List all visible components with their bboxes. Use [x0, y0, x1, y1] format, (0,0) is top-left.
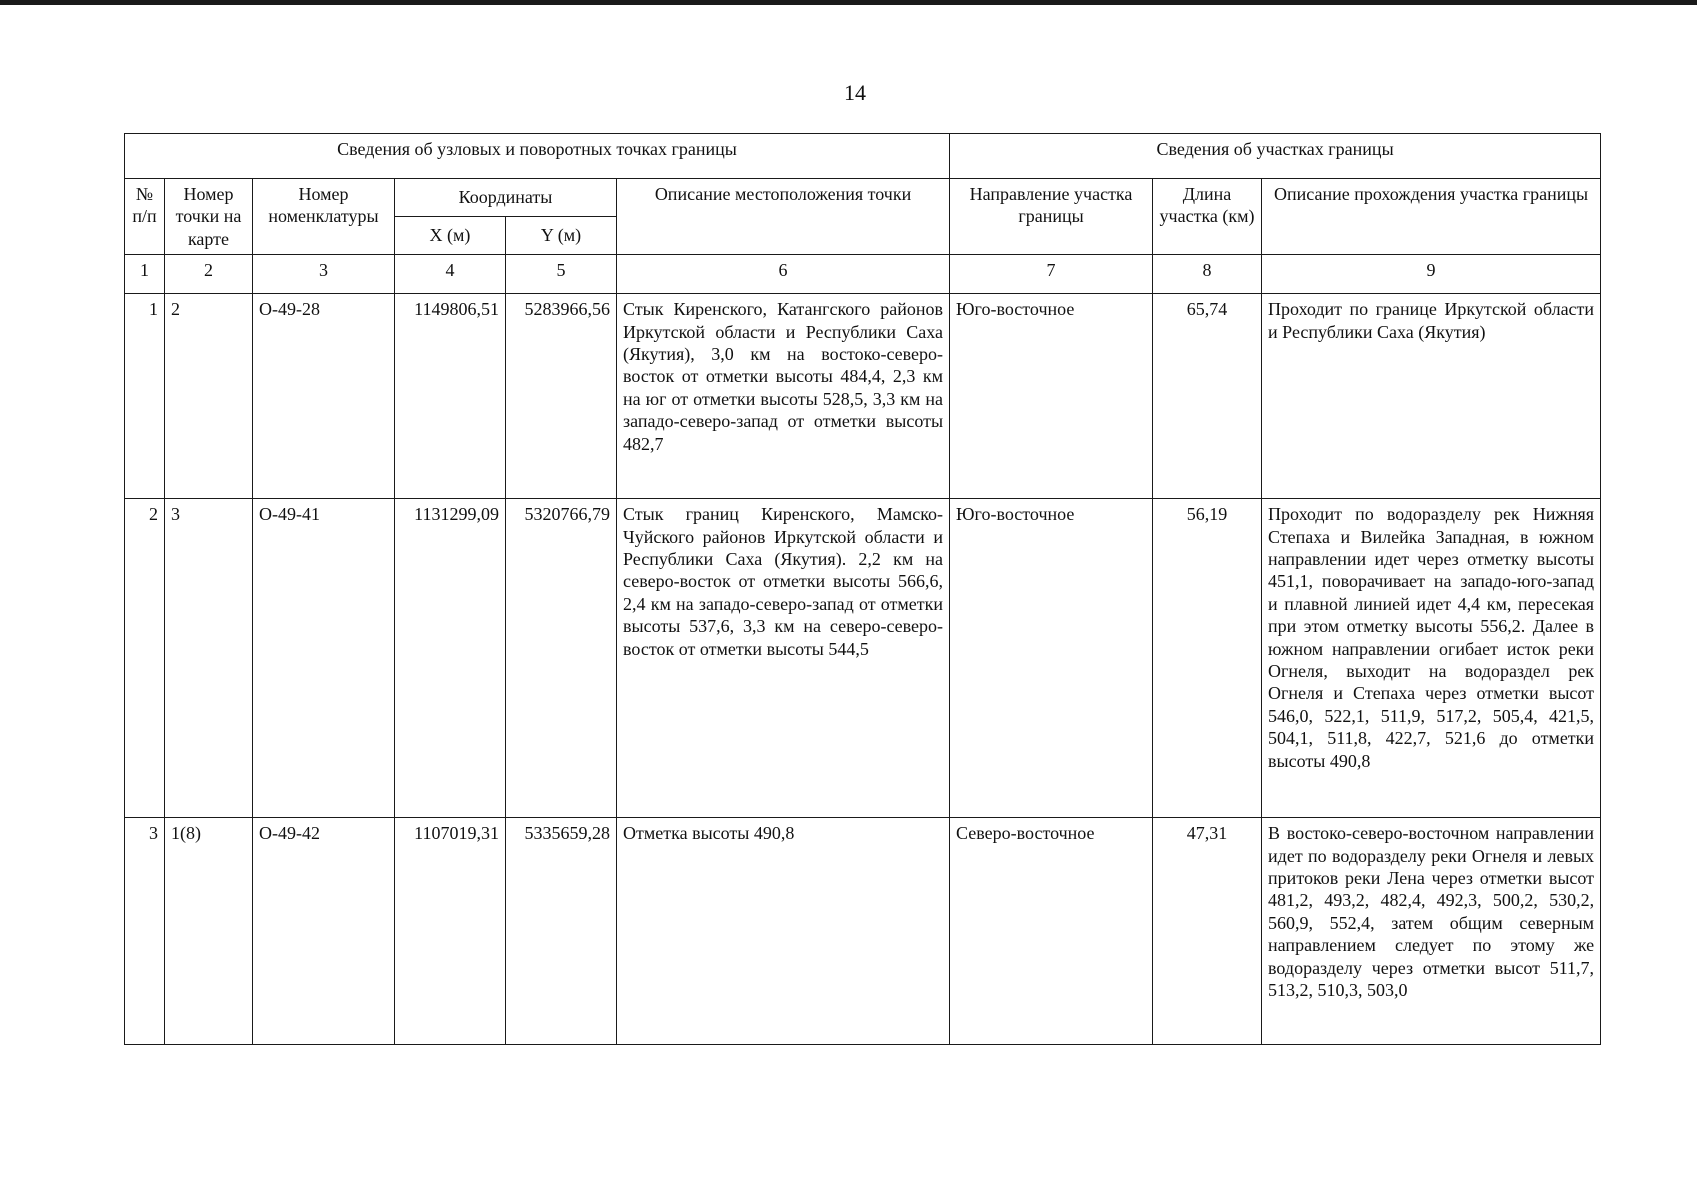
cell-length: 47,31	[1153, 818, 1262, 1045]
cell-length: 65,74	[1153, 294, 1262, 499]
cell-map-point: 2	[165, 294, 253, 499]
column-number: 9	[1262, 255, 1601, 294]
cell-no: 1	[125, 294, 165, 499]
header-col-point-desc: Описание местоположения точки	[617, 179, 950, 255]
table-row	[125, 294, 1601, 499]
cell-y: 5283966,56	[506, 294, 617, 499]
column-number: 1	[125, 255, 165, 294]
cell-no: 3	[125, 818, 165, 1045]
table-row	[125, 818, 1601, 1045]
cell-direction: Юго-восточное	[950, 499, 1153, 818]
cell-section-desc: Проходит по водоразделу рек Нижняя Степаха и Вилейка Западная, в южном направлении идет через отметку высоты 451,1, поворачивает на западо-юго-запад и плавной линией идет 4,4 км, пересекая при этом отметку высоты 556,2. Далее в южном направлении огибает исток реки Огнеля, выходит на водораздел рек Огнеля и Степаха через отметки высот 546,0, 522,1, 511,9, 517,2, 505,4, 421,5, 504,1, 511,8, 422,7, 521,6 до отметки высоты 490,8	[1262, 499, 1601, 818]
column-number: 5	[506, 255, 617, 294]
header-col-length: Длина участка (км)	[1153, 179, 1262, 255]
header-col-map-point: Номер точки на карте	[165, 179, 253, 255]
header-group-sections: Сведения об участках границы	[950, 134, 1601, 179]
cell-x: 1131299,09	[395, 499, 506, 818]
cell-nomenclature: О-49-42	[253, 818, 395, 1045]
header-col-no: № п/п	[125, 179, 165, 255]
cell-y: 5320766,79	[506, 499, 617, 818]
cell-x: 1149806,51	[395, 294, 506, 499]
cell-nomenclature: О-49-41	[253, 499, 395, 818]
header-col-nomenclature: Номер номенклатуры	[253, 179, 395, 255]
cell-no: 2	[125, 499, 165, 818]
header-group-points: Сведения об узловых и поворотных точках границы	[125, 134, 950, 179]
column-number: 6	[617, 255, 950, 294]
column-numbers-row	[125, 255, 1601, 294]
header-col-section-desc: Описание прохождения участка границы	[1262, 179, 1601, 255]
cell-map-point: 3	[165, 499, 253, 818]
cell-point-desc: Стык границ Киренского, Мамско-Чуйского районов Иркутской области и Республики Саха (Якутия). 2,2 км на северо-восток от отметки высоты 566,6, 2,4 км на западо-северо-запад от отметки высоты 537,6, 3,3 км на северо-северо-восток от отметки высоты 544,5	[617, 499, 950, 818]
cell-length: 56,19	[1153, 499, 1262, 818]
page-number: 14	[844, 80, 866, 105]
cell-direction: Юго-восточное	[950, 294, 1153, 499]
cell-direction: Северо-восточное	[950, 818, 1153, 1045]
header-col-x: X (м)	[395, 217, 506, 255]
column-number: 7	[950, 255, 1153, 294]
cell-map-point: 1(8)	[165, 818, 253, 1045]
column-number: 2	[165, 255, 253, 294]
header-col-coords: Координаты	[395, 179, 617, 217]
column-number: 4	[395, 255, 506, 294]
cell-y: 5335659,28	[506, 818, 617, 1045]
scan-top-edge	[0, 0, 1697, 5]
header-col-direction: Направление участка границы	[950, 179, 1153, 255]
cell-point-desc: Отметка высоты 490,8	[617, 818, 950, 1045]
cell-point-desc: Стык Киренского, Катангского районов Иркутской области и Республики Саха (Якутия), 3,0 км на востоко-северо-восток от отметки высоты 484,4, 2,3 км на юг от отметки высоты 528,5, 3,3 км на западо-северо-запад от отметки высоты 482,7	[617, 294, 950, 499]
cell-x: 1107019,31	[395, 818, 506, 1045]
cell-section-desc: Проходит по границе Иркутской области и Республики Саха (Якутия)	[1262, 294, 1601, 499]
table-row	[125, 499, 1601, 818]
boundary-table	[124, 133, 1601, 1045]
cell-section-desc: В востоко-северо-восточном направлении идет по водоразделу реки Огнеля и левых притоков реки Лена через отметки высот 481,2, 493,2, 482,4, 492,3, 500,2, 530,2, 560,9, 552,4, затем общим северным направлением следует по этому же водоразделу через отметки высот 511,7, 513,2, 510,3, 503,0	[1262, 818, 1601, 1045]
header-row	[125, 179, 1601, 217]
column-number: 3	[253, 255, 395, 294]
header-col-y: Y (м)	[506, 217, 617, 255]
column-number: 8	[1153, 255, 1262, 294]
cell-nomenclature: О-49-28	[253, 294, 395, 499]
header-group-row	[125, 134, 1601, 179]
